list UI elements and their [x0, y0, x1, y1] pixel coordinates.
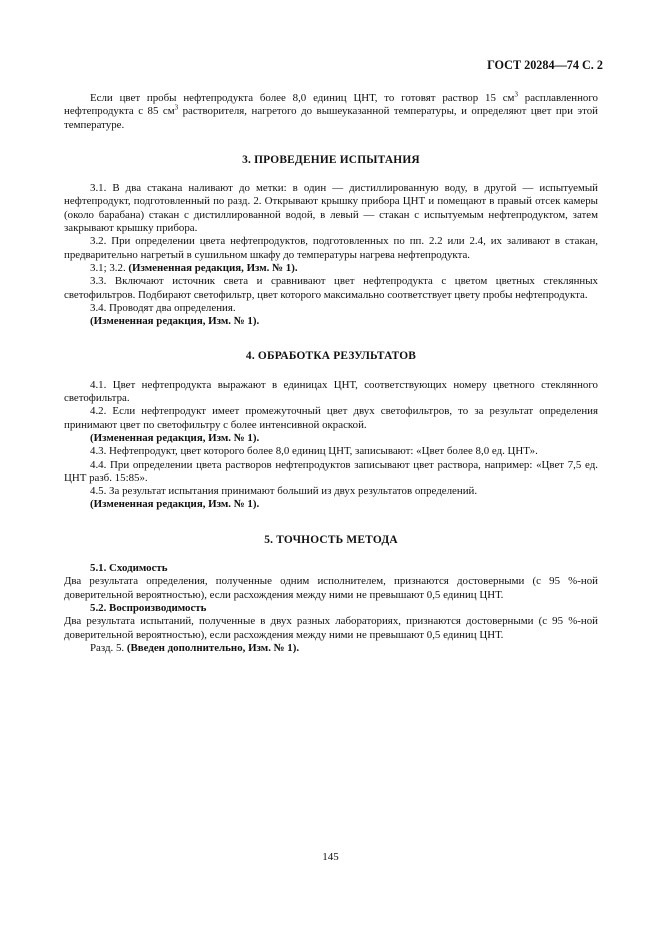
amendment-note: (Измененная редакция, Изм. № 1). — [90, 431, 260, 444]
amendment-note — [64, 642, 598, 655]
amendment-bold: (Введен дополнительно, Изм. № 1). — [126, 641, 300, 654]
intro-paragraph — [64, 92, 598, 132]
page-number: 145 — [322, 851, 339, 863]
amendment-note: (Измененная редакция, Изм. № 1). — [90, 315, 260, 328]
clause-3-4: 3.4. Проводят два определения. — [90, 301, 236, 314]
document-body — [64, 92, 598, 655]
amendment-prefix: 3.1; 3.2. — [90, 261, 129, 274]
clause-3-3: 3.3. Включают источник света и сравнивают цвет нефтепродукта с цветом цветных стеклянных светофильтров. Подбирают светофильтр, цвет которого максимально соответствует цвету пробы нефтепродукта. — [64, 275, 598, 301]
clause-4-3: 4.3. Нефтепродукт, цвет которого более 8,0 единиц ЦНТ, записывают: «Цвет более 8,0 ед. ЦНТ». — [90, 445, 538, 458]
intro-text-c: растворителя, нагретого до вышеуказанной температуры, и определяют цвет при этой температуре. — [64, 105, 598, 131]
section-5-heading: 5. ТОЧНОСТЬ МЕТОДА — [264, 533, 398, 546]
superscript-3: 3 — [514, 90, 518, 99]
clause-4-5: 4.5. За результат испытания принимают больший из двух результатов определений. — [90, 485, 478, 498]
amendment-note: (Измененная редакция, Изм. № 1). — [90, 498, 260, 511]
clause-5-2-text: Два результата испытаний, полученные в двух разных лабораториях, признаются достоверными (с 95 %-ной доверительной вероятностью), если расхождения между ними не превышают 0,5 единиц ЦНТ. — [64, 615, 598, 641]
clause-3-1: 3.1. В два стакана наливают до метки: в один — дистиллированную воду, в другой — испытуемый нефтепродукт, подготовленный по разд. 2. Открывают крышку прибора ЦНТ и помещают в правый отсек камеры (около барабана) стакан с дистиллированной водой, в левый — стакан с испытуемым нефтепродуктом, затем закрывают крышку прибора. — [64, 182, 598, 235]
clause-4-2: 4.2. Если нефтепродукт имеет промежуточный цвет двух светофильтров, то за результат определения принимают цвет по светофильтру с более интенсивной окраской. — [64, 405, 598, 431]
intro-text-b: расплавленного нефтепродукта с 85 см — [64, 92, 599, 118]
amendment-bold: (Измененная редакция, Изм. № 1). — [128, 261, 298, 274]
clause-3-2: 3.2. При определении цвета нефтепродуктов, подготовленных по пп. 2.2 или 2.4, их заливают в стакан, предварительно нагретый в сушильном шкафу до температуры нагрева нефтепродукта. — [64, 235, 598, 261]
subsection-5-2-title: 5.2. Воспроизводимость — [90, 601, 207, 614]
clause-5-1-text: Два результата определения, полученные одним исполнителем, признаются достоверными (с 95 %-ной доверительной вероятностью), если расхождения между ними не превышают 0,5 единиц ЦНТ. — [64, 575, 598, 601]
clause-4-1: 4.1. Цвет нефтепродукта выражают в единицах ЦНТ, соответствующих номеру цветного стеклянного светофильтра. — [64, 378, 598, 405]
clause-4-4: 4.4. При определении цвета растворов нефтепродуктов записывают цвет раствора, например: «Цвет 7,5 ед. ЦНТ разб. 15:85». — [64, 458, 598, 484]
section-4-heading: 4. ОБРАБОТКА РЕЗУЛЬТАТОВ — [245, 350, 417, 363]
superscript-3: 3 — [174, 103, 179, 112]
amendment-note — [64, 262, 598, 275]
amendment-prefix: Разд. 5. — [90, 641, 127, 654]
subsection-5-1-title: 5.1. Сходимость — [90, 562, 168, 575]
document-code-header: ГОСТ 20284—74 С. 2 — [487, 58, 603, 72]
section-3-heading: 3. ПРОВЕДЕНИЕ ИСПЫТАНИЯ — [242, 153, 420, 166]
intro-text-a: Если цвет пробы нефтепродукта более 8,0 единиц ЦНТ, то готовят раствор 15 см — [90, 92, 515, 104]
